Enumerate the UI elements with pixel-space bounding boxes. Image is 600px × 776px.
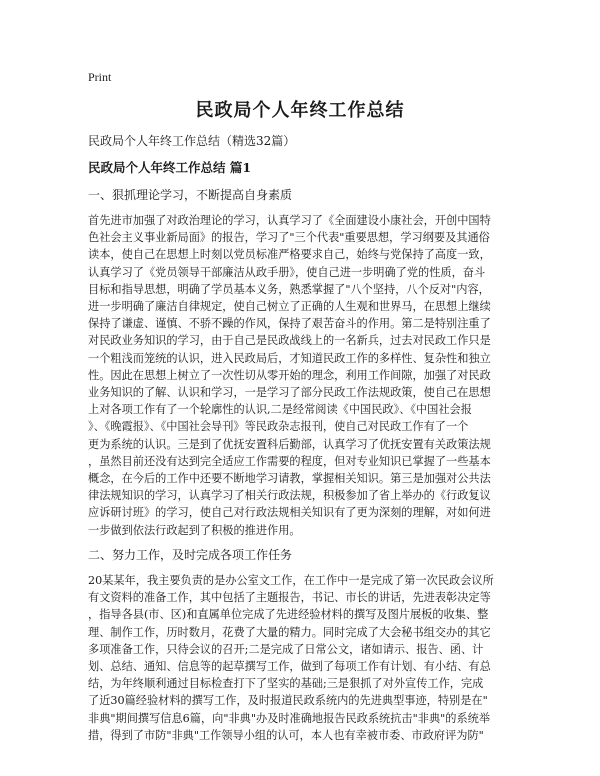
text-line: 更为系统的认识。三是到了优抚安置科后勤部，认真学习了优抚安置有关政策法规: [88, 437, 491, 451]
text-line: 进一步明确了廉洁自律规定，使自己树立了正确的人生观和世界马，在思想上继续: [88, 300, 491, 314]
text-line: 目标和指导思想，明确了学员基本义务，熟悉掌握了"八个坚持，八个反对"内容，: [88, 282, 490, 296]
heading-study: 一、狠抓理论学习，不断提高自身素质: [88, 188, 293, 202]
text-line: 性。因此在思想上树立了一次性切从零开始的理念，利用工作间隙，加强了对民政: [88, 368, 491, 382]
text-line: 概念，在今后的工作中还要不断地学习请教，掌握相关知识。第三是加强对公共法: [88, 472, 491, 486]
document-subtitle: 民政局个人年终工作总结（精选32篇）: [88, 134, 296, 148]
text-line: 一个粗浅而笼统的认识，进入民政局后，才知道民政工作的多样性、复杂性和独立: [88, 351, 491, 365]
text-line: 认真学习了《党员领导干部廉洁从政手册》，使自己进一步明确了党的性质，奋斗: [88, 265, 486, 279]
text-line: 20某某年，我主要负责的是办公室文工作，在工作中一是完成了第一次民政会议所: [88, 574, 494, 587]
text-line: 上对各项工作有了一个轮廓性的认识,二是经常阅读《中国民政》、《中国社会报: [88, 403, 472, 417]
text-line: 措，得到了市防"非典"工作领导小组的认可，本人也有幸被市委、市政府评为防": [88, 728, 484, 742]
text-line: 业务知识的了解、认识和学习，一是学习了部分民政工作法规政策，使自己在思想: [88, 386, 491, 400]
text-line: 有文资料的准备工作，其中包括了主题报告，书记、市长的讲话，先进表彰决定等: [88, 591, 491, 605]
section-title: 民政局个人年终工作总结 篇1: [88, 160, 252, 175]
text-line: 保持了谦虚、谨慎、不骄不躁的作风，保持了艰苦奋斗的作用。第二是特别注重了: [88, 317, 491, 331]
text-line: 对民政业务知识的学习，由于自己是民政战线上的一名新兵，过去对民政工作只是: [88, 334, 491, 348]
paragraph-work: [88, 572, 518, 744]
text-line: 划、总结、通知、信息等的起草撰写工作，做到了每项工作有计划、有小结、有总: [88, 660, 491, 674]
text-line: 读本，使自己在思想上时刻以党员标准严格要求自己，始终与党保持了高度一致，: [88, 248, 491, 262]
print-link[interactable]: Print: [88, 70, 112, 84]
text-line: 一步做到依法行政起到了积极的推进作用。: [88, 523, 301, 537]
text-line: 律法规知识的学习，认真学习了相关行政法规，积极参加了省上举办的《行政复议: [88, 489, 491, 503]
text-line: 了近30篇经验材料的撰写工作，及时报道民政系统内的先进典型事迹，特别是在": [88, 694, 488, 708]
paragraph-study: [88, 212, 518, 539]
text-line: 色社会主义事业新局面》的报告，学习了"三个代表"重要思想，学习纲要及其通俗: [88, 231, 490, 245]
text-line: ，指导各县(市、区)和直属单位完成了先进经验材料的撰写及图片展板的收集、整: [88, 608, 489, 622]
text-line: ，虽然目前还没有达到完全适应工作需要的程度，但对专业知识已掌握了一些基本: [88, 454, 491, 468]
text-line: 》、《晚霞报》、《中国社会导刊》等民政杂志报刊，使自己对民政工作有了一个: [88, 420, 469, 434]
heading-work: 二、努力工作，及时完成各项工作任务: [88, 548, 293, 562]
text-line: 首先进市加强了对政治理论的学习，认真学习了《全面建设小康社会，开创中国特: [88, 214, 491, 227]
text-line: 理、制作工作，历时数月，花费了大量的精力。同时完成了大会秘书组交办的其它: [88, 625, 491, 639]
text-line: 结，为年终顺利通过目标检查打下了坚实的基础;三是狠抓了对外宣传工作，完成: [88, 677, 484, 691]
text-line: 应诉研讨班》的学习，使自己对行政法规相关知识有了更为深刻的理解，对如何进: [88, 506, 491, 520]
text-line: 非典"期间撰写信息6篇，向"非典"办及时准确地报告民政系统抗击"非典"的系统举: [88, 711, 491, 725]
text-line: 多项准备工作，只待会议的召开;二是完成了日常公文，诸如请示、报告、函、计: [88, 642, 484, 656]
document-title: 民政局个人年终工作总结: [195, 100, 405, 121]
